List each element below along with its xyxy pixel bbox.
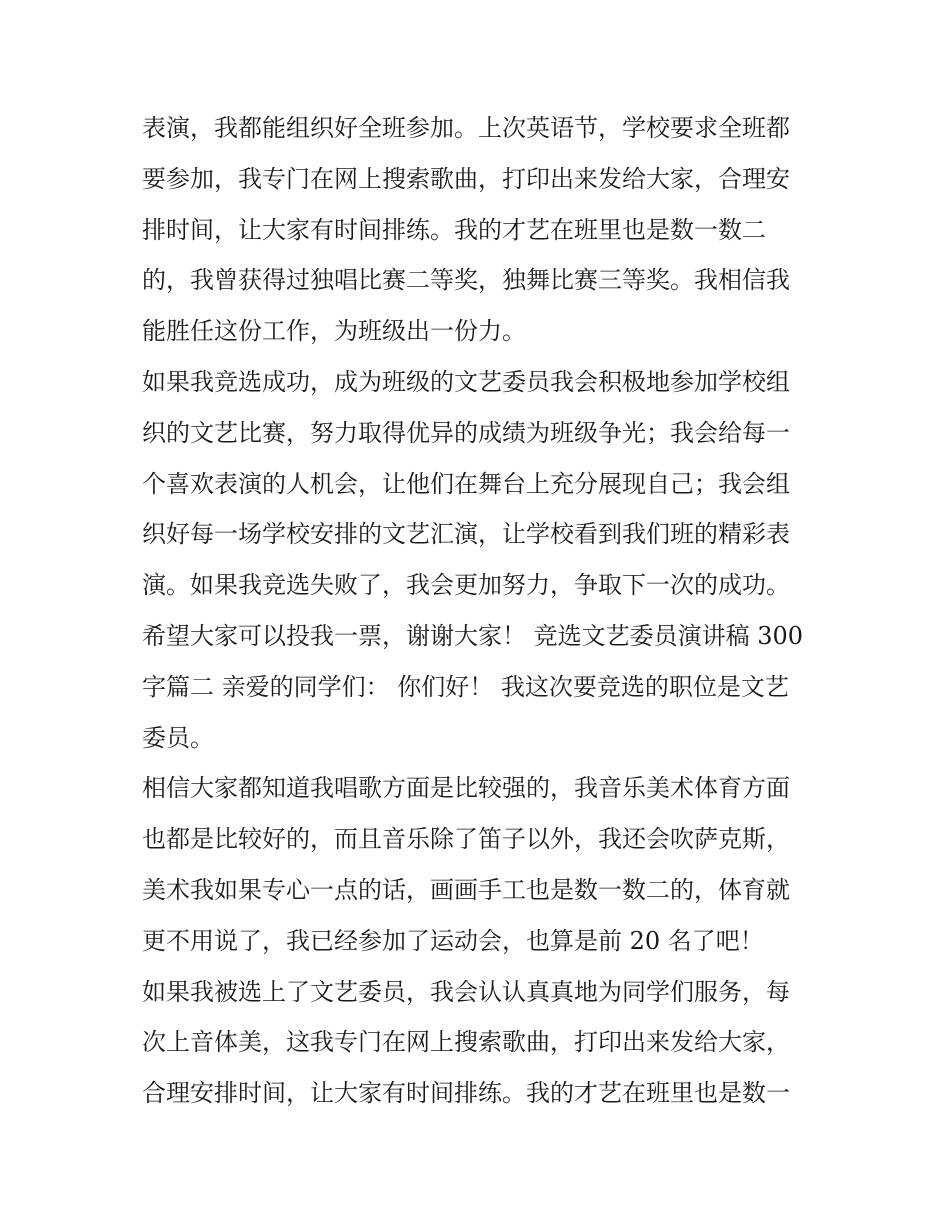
text-line-1: 表演，我都能组织好全班参加。上次英语节，学校要求全班都 (142, 114, 790, 142)
text-line-19: 次上音体美，这我专门在网上搜索歌曲，打印出来发给大家， (142, 1028, 790, 1057)
text-line-6: 如果我竞选成功，成为班级的文艺委员我会积极地参加学校组 (142, 367, 790, 396)
text-line-12: 字篇二 亲爱的同学们： 你们好！ 我这次要竞选的职位是文艺 (142, 672, 789, 701)
text-line-14: 相信大家都知道我唱歌方面是比较强的，我音乐美术体育方面 (142, 774, 790, 803)
text-line-5: 能胜任这份工作，为班级出一份力。 (142, 317, 526, 346)
text-line-7: 织的文艺比赛，努力取得优异的成绩为班级争光；我会给每一 (142, 418, 790, 447)
text-line-2: 要参加，我专门在网上搜索歌曲，打印出来发给大家，合理安 (142, 164, 790, 193)
text-line-8: 个喜欢表演的人机会，让他们在舞台上充分展现自己；我会组 (142, 469, 790, 498)
text-line-11: 希望大家可以投我一票，谢谢大家！ 竞选文艺委员演讲稿 300 (142, 621, 804, 650)
text-line-10: 演。如果我竞选失败了，我会更加努力，争取下一次的成功。 (142, 571, 790, 600)
text-line-20: 合理安排时间，让大家有时间排练。我的才艺在班里也是数一 (142, 1079, 790, 1108)
text-line-15: 也都是比较好的，而且音乐除了笛子以外，我还会吹萨克斯， (142, 825, 790, 854)
text-line-3: 排时间，让大家有时间排练。我的才艺在班里也是数一数二 (142, 215, 766, 244)
body-text (142, 103, 822, 1119)
text-line-16: 美术我如果专心一点的话，画画手工也是数一数二的，体育就 (142, 875, 790, 904)
text-line-18: 如果我被选上了文艺委员，我会认认真真地为同学们服务，每 (142, 977, 790, 1006)
text-line-17: 更不用说了，我已经参加了运动会，也算是前 20 名了吧！ (142, 926, 764, 955)
text-line-4: 的，我曾获得过独唱比赛二等奖，独舞比赛三等奖。我相信我 (142, 266, 790, 295)
text-line-9: 织好每一场学校安排的文艺汇演，让学校看到我们班的精彩表 (142, 520, 790, 549)
text-line-13: 委员。 (142, 723, 214, 752)
